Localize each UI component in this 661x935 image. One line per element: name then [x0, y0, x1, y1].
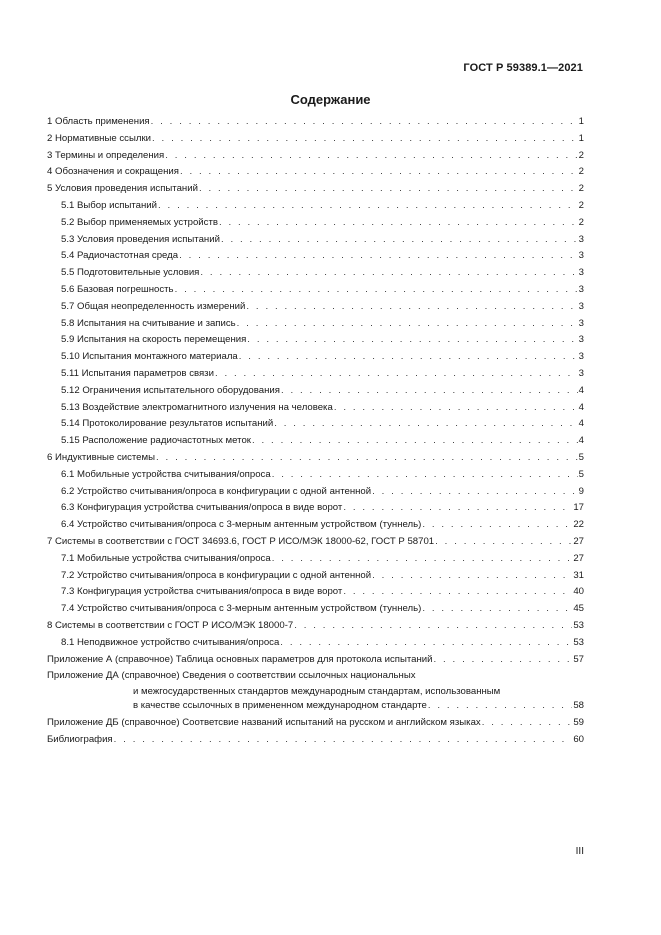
toc-entry-label: 6 Индуктивные системы [47, 451, 156, 463]
toc-entry-label: 5.11 Испытания параметров связи [61, 367, 214, 379]
toc-entries [47, 114, 584, 668]
page-title: Содержание [290, 92, 371, 107]
table-of-contents [47, 114, 584, 748]
leader-dots [175, 282, 578, 299]
toc-entry[interactable] [47, 467, 584, 484]
toc-entry-label: 5.9 Испытания на скорость перемещения [61, 334, 247, 346]
toc-entry-page: 4 [578, 401, 584, 413]
toc-tail-entries [47, 715, 584, 749]
toc-entry[interactable] [47, 400, 584, 417]
leader-dots [246, 299, 577, 316]
leader-dots [482, 715, 573, 732]
toc-entry-page: 27 [573, 535, 584, 547]
toc-entry-label: 5 Условия проведения испытаний [47, 183, 198, 195]
toc-entry-page: 53 [573, 619, 584, 631]
toc-entry[interactable] [47, 215, 584, 232]
leader-dots [179, 248, 578, 265]
toc-entry[interactable] [47, 265, 584, 282]
toc-entry-page: 2 [578, 149, 584, 161]
leader-dots [272, 467, 578, 484]
toc-entry-label: 5.3 Условия проведения испытаний [61, 233, 220, 245]
page-number: III [575, 846, 584, 857]
toc-entry[interactable] [47, 732, 584, 749]
leader-dots [156, 450, 578, 467]
leader-dots [274, 416, 577, 433]
leader-dots [435, 534, 572, 551]
leader-dots [200, 265, 577, 282]
leader-dots [237, 316, 578, 333]
toc-entry[interactable] [47, 635, 584, 652]
toc-entry-page: 4 [578, 435, 584, 447]
leader-dots [372, 484, 578, 501]
toc-entry-page: 4 [578, 384, 584, 396]
toc-entry-page: 22 [573, 519, 584, 531]
toc-entry-label: 5.5 Подготовительные условия [61, 267, 200, 279]
toc-entry-page: 31 [573, 569, 584, 581]
leader-dots [215, 366, 578, 383]
toc-entry-label: 5.8 Испытания на считывание и запись [61, 317, 236, 329]
leader-dots [422, 601, 572, 618]
leader-dots [219, 215, 578, 232]
toc-entry[interactable] [47, 715, 584, 732]
toc-entry-label: 6.1 Мобильные устройства считывания/опроса [61, 468, 271, 480]
toc-entry-page: 3 [578, 317, 584, 329]
toc-entry-page: 57 [573, 653, 584, 665]
leader-dots [114, 732, 573, 749]
toc-entry-label: 5.15 Расположение радиочастотных меток [61, 435, 251, 447]
toc-entry-page: 40 [573, 586, 584, 598]
toc-entry-page: 3 [578, 283, 584, 295]
toc-entry-label: 5.13 Воздействие электромагнитного излучения на человека [61, 401, 333, 413]
leader-dots [158, 198, 578, 215]
leader-dots [428, 698, 573, 715]
toc-entry-page: 9 [578, 485, 584, 497]
toc-entry[interactable] [47, 416, 584, 433]
toc-entry[interactable] [47, 584, 584, 601]
leader-dots [221, 232, 578, 249]
toc-entry-label: 3 Термины и определения [47, 149, 165, 161]
toc-entry-label: Приложение ДБ (справочное) Соответсвие названий испытаний на русском и английском языках [47, 716, 481, 728]
leader-dots [152, 131, 578, 148]
toc-entry-label: 4 Обозначения и сокращения [47, 166, 179, 178]
toc-entry[interactable] [47, 332, 584, 349]
toc-entry[interactable] [47, 618, 584, 635]
toc-entry-label: 7.3 Конфигурация устройства считывания/опроса в виде ворот [61, 586, 343, 598]
toc-entry[interactable] [47, 551, 584, 568]
toc-entry-page: 1 [578, 132, 584, 144]
toc-entry-label-continued: в качестве ссылочных в примененном международном стандарте [133, 700, 427, 712]
toc-entry[interactable] [47, 500, 584, 517]
toc-entry-page: 59 [573, 716, 584, 728]
toc-entry[interactable] [47, 232, 584, 249]
leader-dots [247, 332, 577, 349]
toc-entry-page: 5 [578, 451, 584, 463]
leader-dots [239, 349, 578, 366]
toc-entry[interactable] [47, 198, 584, 215]
toc-entry-page: 60 [573, 733, 584, 745]
leader-dots [199, 181, 578, 198]
toc-entry-page: 2 [578, 166, 584, 178]
standard-designation: ГОСТ Р 59389.1—2021 [463, 62, 583, 74]
toc-entry-page: 3 [578, 233, 584, 245]
toc-entry-label: 5.10 Испытания монтажного материала [61, 351, 238, 363]
toc-entry-label: 6.3 Конфигурация устройства считывания/опроса в виде ворот [61, 502, 343, 514]
toc-entry-appendix-da[interactable] [47, 668, 584, 715]
toc-entry[interactable] [47, 299, 584, 316]
toc-entry[interactable] [47, 652, 584, 669]
toc-entry-label: 2 Нормативные ссылки [47, 132, 152, 144]
toc-entry-label: Приложение ДА (справочное) Сведения о соответствии ссылочных национальных [47, 670, 416, 682]
toc-entry[interactable] [47, 131, 584, 148]
leader-dots [252, 433, 578, 450]
toc-entry-label: 5.6 Базовая погрешность [61, 283, 174, 295]
toc-entry-page: 2 [578, 216, 584, 228]
toc-entry-page: 3 [578, 267, 584, 279]
leader-dots [372, 568, 572, 585]
toc-entry-page: 3 [578, 300, 584, 312]
leader-dots [334, 400, 578, 417]
toc-entry-label: 1 Область применения [47, 116, 150, 127]
leader-dots [422, 517, 572, 534]
toc-entry[interactable] [47, 450, 584, 467]
toc-entry-page: 4 [578, 418, 584, 430]
toc-entry-page: 45 [573, 603, 584, 615]
toc-entry-label: 6.2 Устройство считывания/опроса в конфигурации с одной антенной [61, 485, 372, 497]
toc-entry[interactable] [47, 114, 584, 131]
toc-entry[interactable] [47, 181, 584, 198]
toc-entry-page: 3 [578, 351, 584, 363]
toc-entry-label: 6.4 Устройство считывания/опроса с 3-мерным антенным устройством (туннель) [61, 519, 422, 531]
toc-entry-label: Библиография [47, 733, 113, 745]
toc-entry-page: 27 [573, 552, 584, 564]
toc-entry-page: 2 [578, 183, 584, 195]
toc-entry-page: 2 [578, 199, 584, 211]
toc-entry-label: 7 Системы в соответствии с ГОСТ 34693.6, ГОСТ Р ИСО/МЭК 18000-62, ГОСТ Р 58701 [47, 535, 435, 547]
toc-entry-label: 5.2 Выбор применяемых устройств [61, 216, 218, 228]
leader-dots [343, 500, 572, 517]
toc-entry[interactable] [47, 383, 584, 400]
toc-entry-page: 3 [578, 250, 584, 262]
toc-entry[interactable] [47, 164, 584, 181]
leader-dots [343, 584, 572, 601]
toc-entry[interactable] [47, 568, 584, 585]
leader-dots [294, 618, 572, 635]
leader-dots [272, 551, 573, 568]
toc-entry[interactable] [47, 349, 584, 366]
toc-entry[interactable] [47, 433, 584, 450]
toc-entry-label: 7.1 Мобильные устройства считывания/опроса [61, 552, 271, 564]
leader-dots [281, 383, 578, 400]
toc-entry[interactable] [47, 601, 584, 618]
leader-dots [180, 164, 578, 181]
toc-entry[interactable] [47, 366, 584, 383]
toc-entry-page: 3 [578, 367, 584, 379]
leader-dots [165, 148, 577, 165]
toc-entry-label: 5.12 Ограничения испытательного оборудования [61, 384, 280, 396]
toc-entry[interactable] [47, 484, 584, 501]
toc-entry[interactable] [47, 148, 584, 165]
toc-entry[interactable] [47, 316, 584, 333]
toc-entry-page: 58 [573, 700, 584, 712]
toc-entry-label-continued: и межгосударственных стандартов международным стандартам, использованным [133, 686, 501, 698]
toc-entry-label: 5.7 Общая неопределенность измерений [61, 300, 246, 312]
toc-entry[interactable] [47, 282, 584, 299]
toc-entry-label: 7.4 Устройство считывания/опроса с 3-мерным антенным устройством (туннель) [61, 603, 422, 615]
toc-entry[interactable] [47, 534, 584, 551]
toc-entry[interactable] [47, 248, 584, 265]
toc-entry-page: 17 [573, 502, 584, 514]
toc-entry-label: Приложение А (справочное) Таблица основных параметров для протокола испытаний [47, 653, 433, 665]
leader-dots [280, 635, 572, 652]
toc-entry-label: 8.1 Неподвижное устройство считывания/опроса [61, 636, 280, 648]
leader-dots [151, 114, 578, 131]
toc-entry-label: 5.1 Выбор испытаний [61, 199, 158, 211]
toc-entry-page: 3 [578, 334, 584, 346]
toc-entry-page: 5 [578, 468, 584, 480]
toc-entry-label: 5.4 Радиочастотная среда [61, 250, 179, 262]
toc-entry-label: 8 Системы в соответствии с ГОСТ Р ИСО/МЭК 18000-7 [47, 619, 294, 631]
toc-entry-page: 53 [573, 636, 584, 648]
toc-entry-page: 1 [578, 116, 584, 127]
toc-entry-label: 5.14 Протоколирование результатов испытаний [61, 418, 274, 430]
toc-entry-label: 7.2 Устройство считывания/опроса в конфигурации с одной антенной [61, 569, 372, 581]
toc-entry[interactable] [47, 517, 584, 534]
leader-dots [434, 652, 573, 669]
